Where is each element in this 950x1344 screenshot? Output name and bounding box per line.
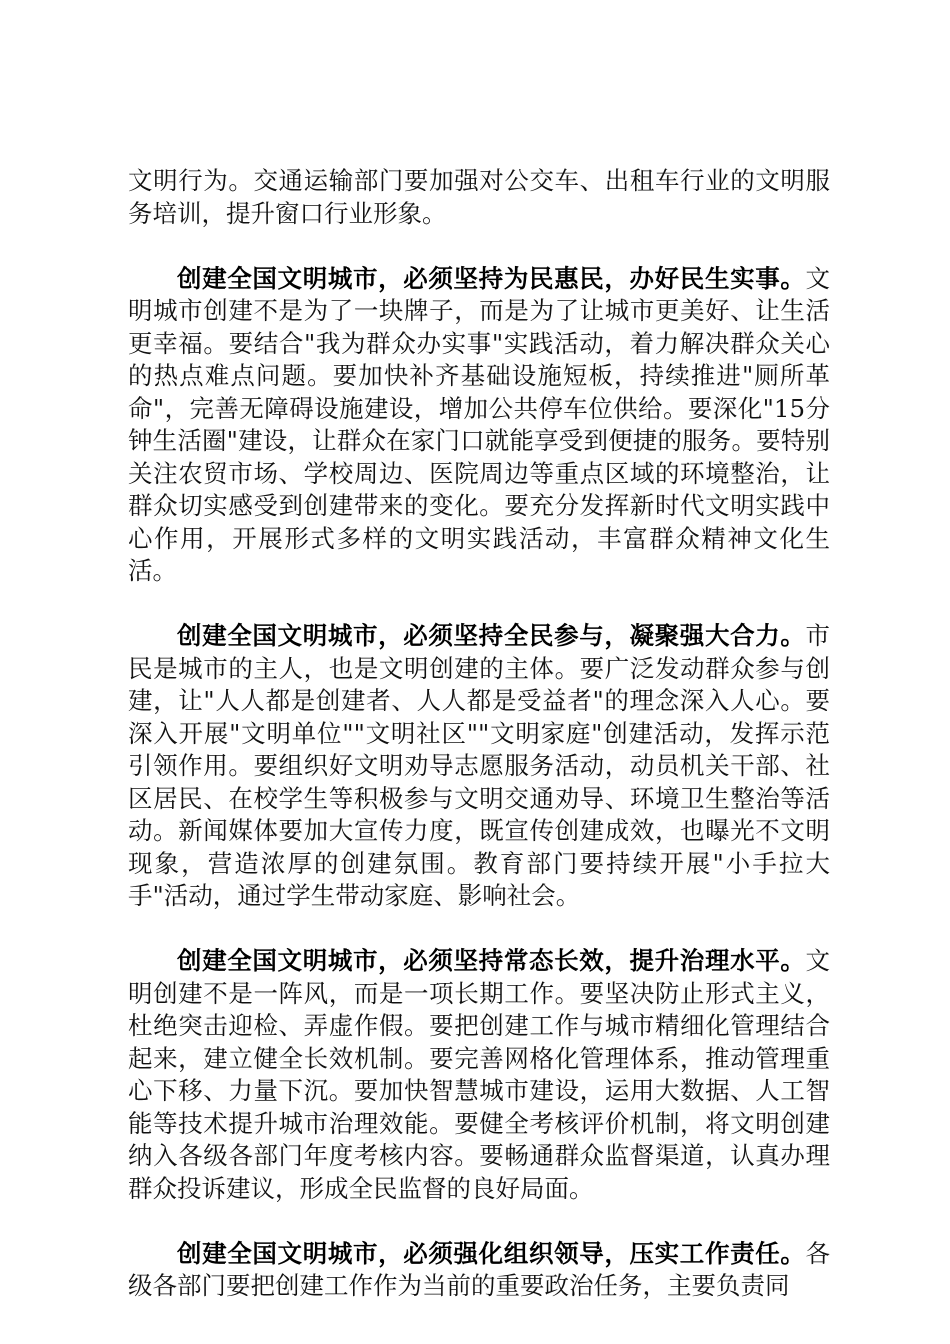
paragraph-lead: 创建全国文明城市，必须坚持为民惠民，办好民生实事。 <box>177 263 806 293</box>
paragraph-participation <box>128 620 830 913</box>
paragraph-lead: 创建全国文明城市，必须坚持常态长效，提升治理水平。 <box>177 946 806 975</box>
paragraph-leadership <box>128 1238 830 1303</box>
paragraph-text: 文明创建不是一阵风，而是一项长期工作。要坚决防止形式主义，杜绝突击迎检、弄虚作假。要把创建工作与城市精细化管理结合起来，建立健全长效机制。要完善网格化管理体系，推动管理重心下移、力量下沉。要加快智慧城市建设，运用大数据、人工智能等技术提升城市治理效能。要健全考核评价机制，将文明创建纳入各级各部门年度考核内容。要畅通群众监督渠道，认真办理群众投诉建议，形成全民监督的良好局面。 <box>128 946 830 1203</box>
paragraph-lead: 创建全国文明城市，必须坚持全民参与，凝聚强大合力。 <box>177 621 806 650</box>
paragraph-governance <box>128 945 830 1205</box>
paragraph-text: 文明城市创建不是为了一块牌子，而是为了让城市更美好、让生活更幸福。要结合"我为群众办实事"实践活动，着力解决群众关心的热点难点问题。要加快补齐基础设施短板，持续推进"厕所革命"，完善无障碍设施建设，增加公共停车位供给。要深化"15分钟生活圈"建设，让群众在家门口就能享受到便捷的服务。要特别关注农贸市场、学校周边、医院周边等重点区域的环境整治，让群众切实感受到创建带来的变化。要充分发挥新时代文明实践中心作用，开展形式多样的文明实践活动，丰富群众精神文化生活。 <box>128 263 830 585</box>
paragraph-lead: 创建全国文明城市，必须强化组织领导，压实工作责任。 <box>177 1238 806 1268</box>
paragraph-text: 文明行为。交通运输部门要加强对公交车、出租车行业的文明服务培训，提升窗口行业形象。 <box>128 166 830 228</box>
paragraph-text: 各级各部门要把创建工作作为当前的重要政治任务，主要负责同 <box>128 1238 830 1300</box>
paragraph-livelihood <box>128 263 830 588</box>
paragraph-continuation <box>128 165 830 230</box>
paragraph-text: 市民是城市的主人，也是文明创建的主体。要广泛发动群众参与创建，让"人人都是创建者、人人都是受益者"的理念深入人心。要深入开展"文明单位""文明社区""文明家庭"创建活动，发挥示范引领作用。要组织好文明劝导志愿服务活动，动员机关干部、社区居民、在校学生等积极参与文明交通劝导、环境卫生整治等活动。新闻媒体要加大宣传力度，既宣传创建成效，也曝光不文明现象，营造浓厚的创建氛围。教育部门要持续开展"小手拉大手"活动，通过学生带动家庭、影响社会。 <box>128 621 830 910</box>
document-body <box>128 165 830 1335</box>
